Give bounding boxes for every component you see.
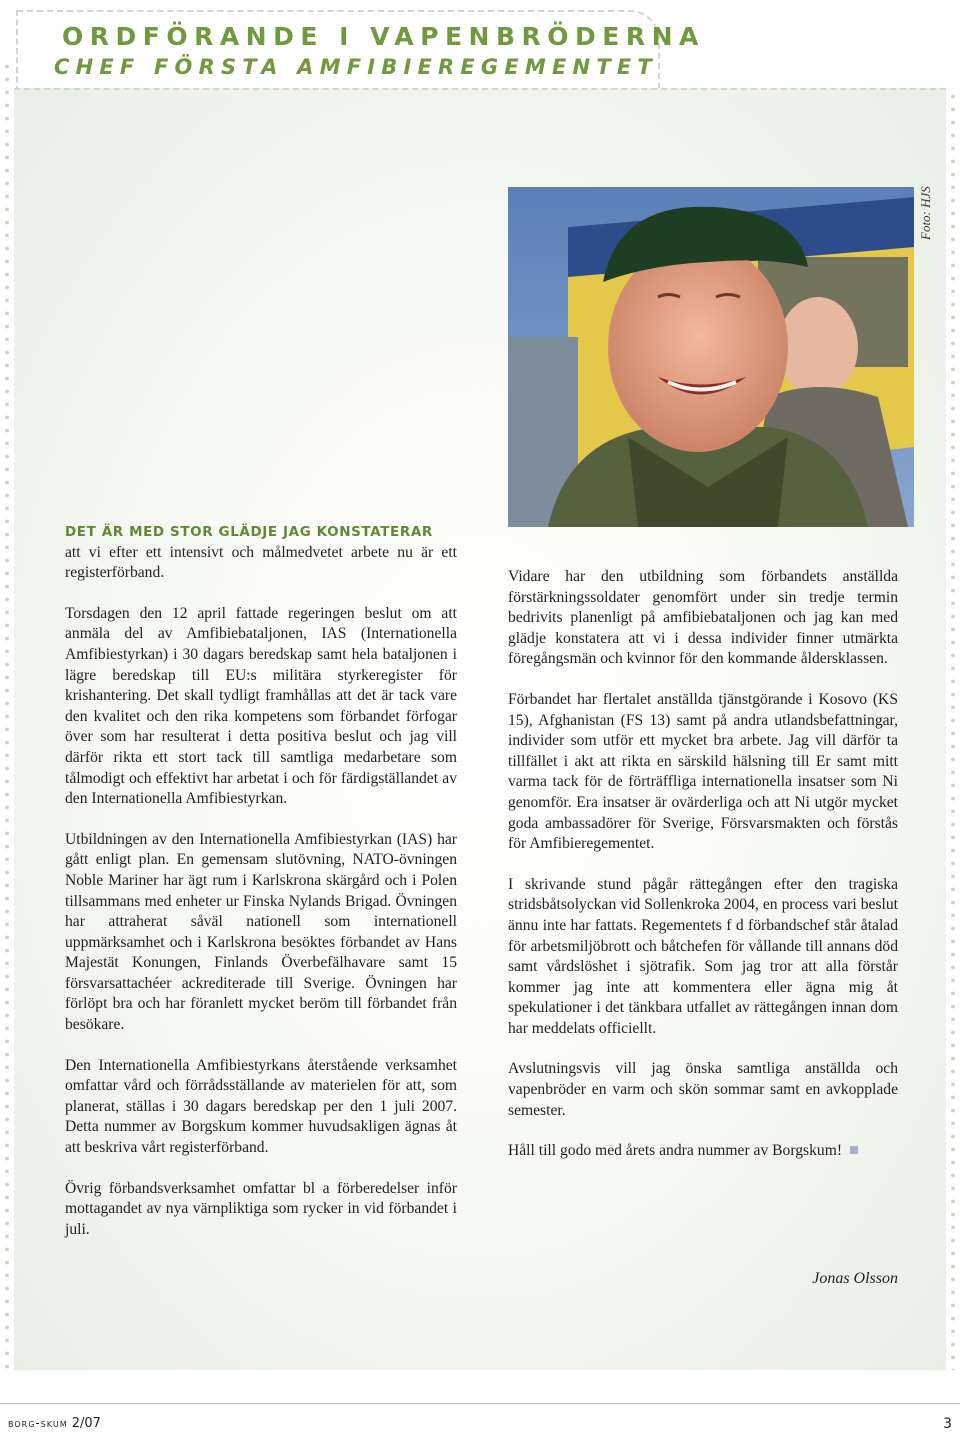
publication-name: borg-skum (8, 1416, 68, 1430)
closing-paragraph (508, 1141, 898, 1162)
portrait-image (508, 187, 914, 527)
issue-number: 2/07 (71, 1416, 101, 1431)
body-paragraph: I skrivande stund pågår rättegången efter den tragiska stridsbåtsolyckan vid Sollenkroka 2004, en process vari beslut ännu inte har fattats. Regementets f d förbandschef står åtalad för arbetsmiljöbrott och båtchefen för vållande till annans död samt vårdslöshet i sjötrafik. Som jag tror att alla förstår kommer jag inte att kommentera eller ägna mig åt spekulationer i det tänkbara utfallet av rättegången innan dom har meddelats officiellt. (508, 875, 898, 1037)
lead-paragraph (65, 522, 457, 584)
lead-text: DET ÄR MED STOR GLÄDJE JAG KONSTATERAR (65, 524, 433, 540)
dotted-border-left (0, 60, 14, 1370)
body-paragraph: Utbildningen av den Internationella Amfibiestyrkan (IAS) har gått enligt plan. En gemensam slutövning, NATO-övningen Noble Mariner har ägt rum i Karlskrona skärgård och i Polen tillsammans med enheter ur Finska Nylands Brigad. Övningen har attraherat såväl nationell som internationell uppmärksamhet och i Karlskrona besöktes förbandet av Hans Majestät Konungen, Finlands Överbefälhavare samt 15 försvarsattachéer ackrediterade till Sverige. Övningen har förlöpt bra och har föranlett mycket beröm till förbandet från besökare. (65, 830, 457, 1034)
body-paragraph: Vidare har den utbildning som förbandets anställda förstärkningssoldater genomfört under sin tredje termin bedrivits planenligt på amfibiebataljonen och jag kan med glädje konstatera att vi i dessa individer finner utmärkta föregångsmän och kvinnor för den kommande åldersklassen. (508, 568, 898, 668)
page-subtitle: CHEF FÖRSTA AMFIBIEREGEMENTET (54, 55, 658, 79)
portrait-photo (508, 187, 914, 527)
author-signature: Jonas Olsson (812, 1270, 898, 1287)
footer-publication (8, 1416, 101, 1431)
body-paragraph: Förbandet har flertalet anställda tjänstgörande i Kosovo (KS 15), Afghanistan (FS 13) samt på andra utlandsbefattningar, individer som utför ett mycket bra arbete. Jag vill därför ta tillfället i akt att rikta en särskild hälsning till Er samt mitt varma tack för de förträffliga internationella insatser som Ni genomför. Era insatser är ovärderliga och att Ni utgör mycket goda ambassadörer för Sverige, Försvarsmakten och förstås för Amfibieregementet. (508, 690, 898, 853)
lead-rest-text: att vi efter ett intensivt och målmedvetet arbete nu är ett registerförband. (65, 543, 457, 582)
footer-divider (0, 1403, 960, 1404)
body-paragraph: Övrig förbandsverksamhet omfattar bl a förberedelser inför mottagandet av nya värnpliktiga som rycker in vid förbandet i juli. (65, 1179, 457, 1238)
body-paragraph: Avslutningsvis vill jag önska samtliga anställda och vapenbröder en varm och skön sommar samt en avkopplade semester. (508, 1060, 898, 1119)
photo-credit: Foto: HJS (918, 186, 933, 240)
closing-text: Håll till godo med årets andra nummer av Borgskum! (508, 1142, 843, 1160)
page-title: ORDFÖRANDE I VAPENBRÖDERNA (62, 22, 705, 51)
dotted-border-right (946, 90, 960, 1370)
page-number: 3 (943, 1416, 952, 1432)
article-column-left (65, 522, 457, 1260)
body-paragraph: Torsdagen den 12 april fattade regeringen beslut om att anmäla del av Amfibiebataljonen, IAS (Internationella Amfibiestyrkan) i 30 dagars beredskap samt hela bataljonen i lägre beredskap till EU:s militära styrkeregister för krishantering. Det skall tydligt framhållas att det är tack vare den kvalitet och den rika kompetens som förbandet förfogar över som har resulterat i detta positiva beslut och jag vill därför rikta ett stort tack till samtliga medarbetare som tålmodigt och effektivt har arbetat i och för färdigställandet av den Internationella Amfibiestyrkan. (65, 604, 457, 808)
body-paragraph: Den Internationella Amfibiestyrkans återstående verksamhet omfattar vård och förrådsställande av materielen för att, som planerat, ställas i 30 dagars beredskap per den 1 juli 2007. Detta nummer av Borgskum kommer huvudsakligen ägnas åt att beskriva vårt registerförband. (65, 1056, 457, 1157)
article-column-right (508, 567, 898, 1182)
end-mark-icon (850, 1146, 858, 1154)
